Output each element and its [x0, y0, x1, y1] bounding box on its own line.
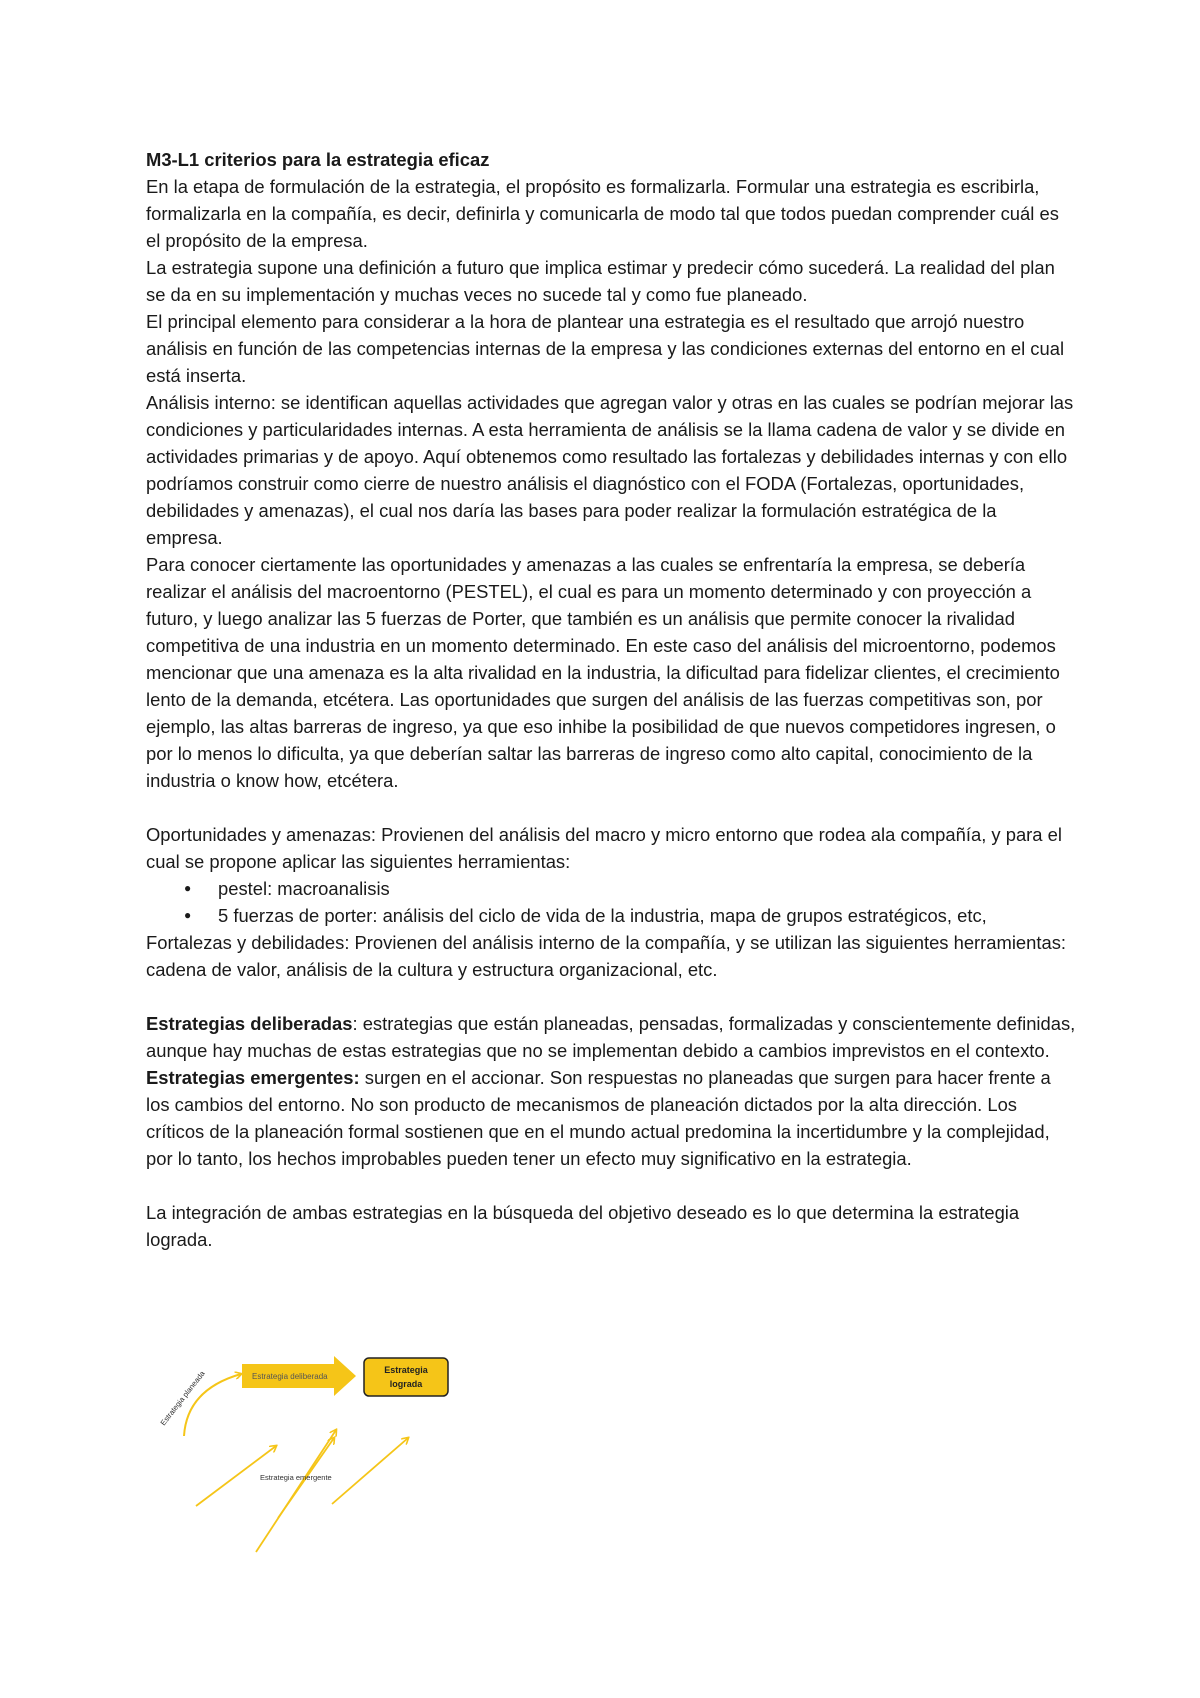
paragraph-elemento-principal: El principal elemento para considerar a la hora de plantear una estrategia es el resultado que arrojó nuestro análisis en función de las competencias internas de la empresa y las condiciones externas del entorno en el cual está inserta.: [146, 311, 1065, 386]
lograda-line2: lograda: [389, 1379, 423, 1389]
paragraph-oportunidades-amenazas-analisis: Para conocer ciertamente las oportunidades y amenazas a las cuales se enfrentaría la empresa, se debería realizar el análisis del macroentorno (PESTEL), el cual es para un momento determinado y con proyección a futuro, y luego analizar las 5 fuerzas de Porter, que también es un análisis que permite conocer la rivalidad competitiva de una industria en un momento determinado. En este caso del análisis del microentorno, podemos mencionar que una amenaza es la alta rivalidad en la industria, la dificultad para fidelizar clientes, el crecimiento lento de la demanda, etcétera. Las oportunidades que surgen del análisis de las fuerzas competitivas son, por ejemplo, las altas barreras de ingreso, ya que eso inhibe la posibilidad de que nuevos competidores ingresen, o por lo menos lo dificulta, ya que deberían saltar las barreras de ingreso como alto capital, conocimiento de la industria o know how, etcétera.: [146, 554, 1060, 791]
emergentes-text: surgen en el accionar. Son respuestas no planeadas que surgen para hacer frente a los cambios del entorno. No son producto de mecanismos de planeación dictados por la alta dirección. Los críticos de la planeación formal sostienen que en el mundo actual predomina la incertidumbre y la complejidad, por lo tanto, los hechos improbables pueden tener un efecto muy significativo en la estrategia.: [146, 1067, 1051, 1169]
emergente-label: Estrategia emergente: [260, 1473, 332, 1482]
lograda-line1: Estrategia: [384, 1365, 428, 1375]
planeada-label: Estrategia planeada: [158, 1369, 207, 1428]
paragraph-gap: [146, 983, 1076, 1010]
paragraph-fortalezas-debilidades: Fortalezas y debilidades: Provienen del análisis interno de la compañía, y se utilizan las siguientes herramientas: cadena de valor, análisis de la cultura y estructura organizacional, etc.: [146, 932, 1067, 980]
deliberada-label: Estrategia deliberada: [252, 1372, 328, 1381]
paragraph-formulacion: En la etapa de formulación de la estrategia, el propósito es formalizarla. Formular una estrategia es escribirla, formalizarla en la compañía, es decir, definirla y comunicarla de modo tal que todos puedan comprender cuál es el propósito de la empresa.: [146, 176, 1059, 251]
paragraph-estrategias-deliberadas: [146, 1010, 1076, 1064]
paragraph-definicion-futuro: La estrategia supone una definición a futuro que implica estimar y predecir cómo sucederá. La realidad del plan se da en su implementación y muchas veces no sucede tal y como fue planeado.: [146, 257, 1055, 305]
deliberadas-label: Estrategias deliberadas: [146, 1013, 353, 1034]
paragraph-gap: [146, 1172, 1076, 1199]
paragraph-integracion: La integración de ambas estrategias en la búsqueda del objetivo deseado es lo que determina la estrategia lograda.: [146, 1202, 1020, 1250]
strategy-diagram-svg: [146, 1354, 506, 1554]
paragraph-estrategias-emergentes: [146, 1064, 1076, 1172]
deliberadas-text: : estrategias que están planeadas, pensadas, formalizadas y conscientemente definidas, aunque hay muchas de estas estrategias que no se implementan debido a cambios imprevistos en el contexto.: [146, 1013, 1076, 1061]
lograda-box: [364, 1358, 448, 1396]
document-title: M3-L1 criterios para la estrategia eficaz: [146, 149, 490, 170]
paragraph-analisis-interno: Análisis interno: se identifican aquellas actividades que agregan valor y otras en las cuales se podrían mejorar las condiciones y particularidades internas. A esta herramienta de análisis se la llama cadena de valor y se divide en actividades primarias y de apoyo. Aquí obtenemos como resultado las fortalezas y debilidades internas y con ello podríamos construir como cierre de nuestro análisis el diagnóstico con el FODA (Fortalezas, oportunidades, debilidades y amenazas), el cual nos daría las bases para poder realizar la formulación estratégica de la empresa.: [146, 392, 1074, 548]
strategy-diagram: [146, 1354, 506, 1554]
emergente-arrow-4: [332, 1438, 408, 1504]
bullet-item: ● pestel: macroanalisis: [218, 875, 1076, 902]
document-body: [146, 146, 1076, 1253]
emergentes-label: Estrategias emergentes:: [146, 1067, 360, 1088]
tools-bullet-list: [146, 875, 1076, 929]
paragraph-oportunidades-amenazas: Oportunidades y amenazas: Provienen del análisis del macro y micro entorno que rodea ala compañía, y para el cual se propone aplicar las siguientes herramientas:: [146, 824, 1062, 872]
bullet-item: ● 5 fuerzas de porter: análisis del ciclo de vida de la industria, mapa de grupos estratégicos, etc,: [218, 902, 1076, 929]
paragraph-gap: [146, 794, 1076, 821]
